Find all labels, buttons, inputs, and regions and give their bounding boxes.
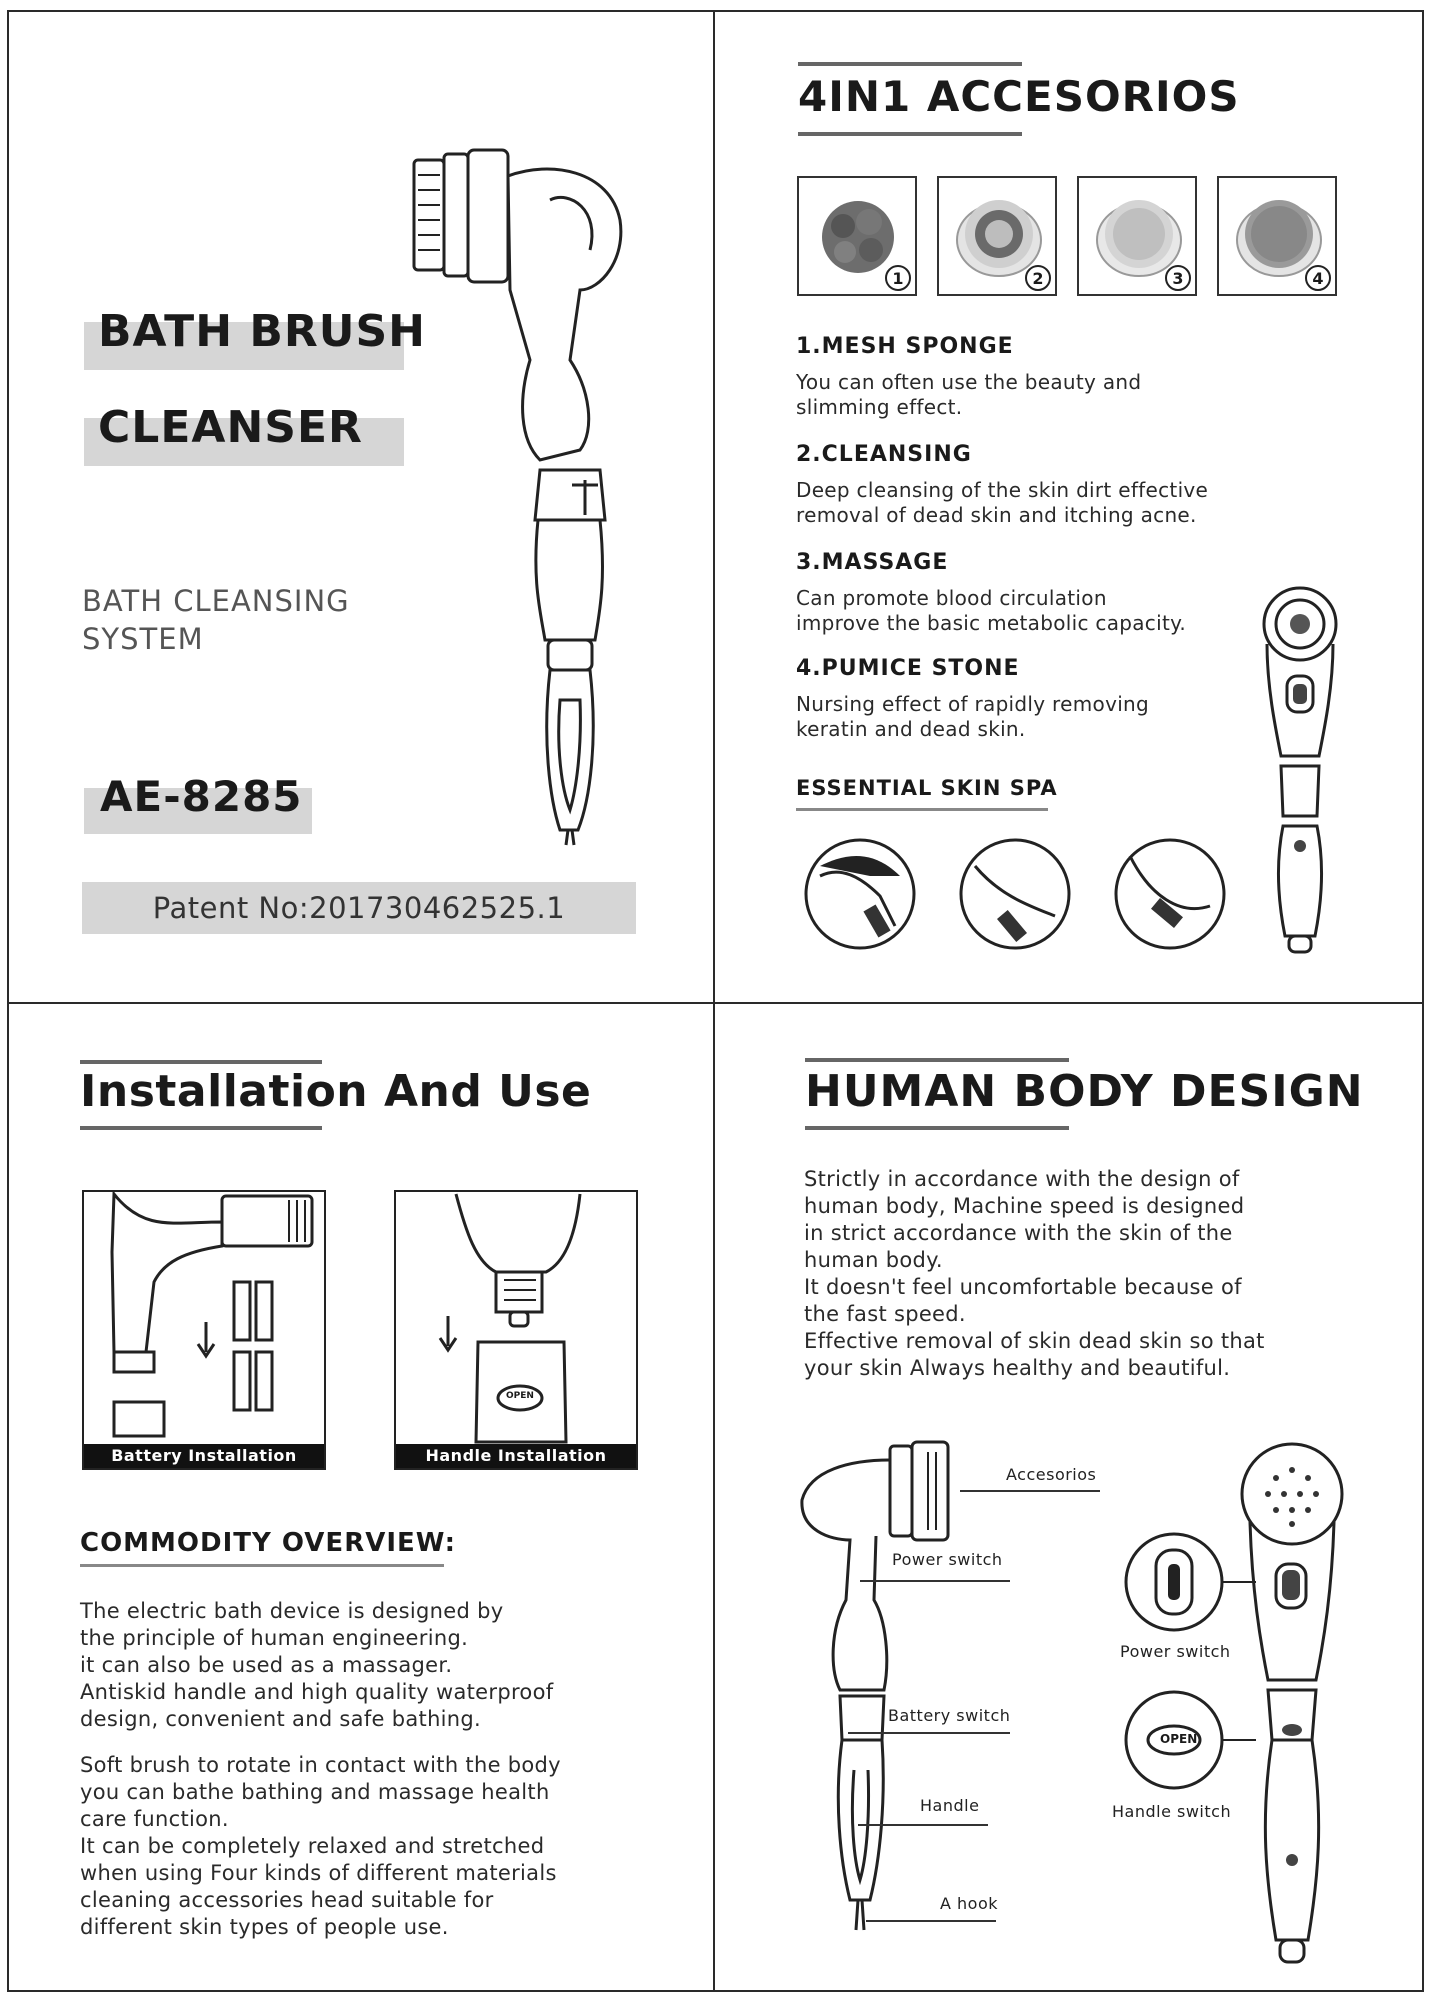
item-text-cleansing: Deep cleansing of the skin dirt effective removal of dead skin and itching acne. bbox=[796, 478, 1209, 527]
overview-heading-underline bbox=[80, 1564, 444, 1567]
handheld-device-illustration bbox=[1255, 586, 1345, 956]
product-title-line1: BATH BRUSH bbox=[98, 306, 426, 357]
divider-horizontal bbox=[7, 1002, 1424, 1004]
spa-heading: ESSENTIAL SKIN SPA bbox=[796, 776, 1058, 800]
bath-brush-illustration bbox=[400, 140, 660, 850]
frame-right bbox=[1422, 10, 1424, 1992]
accessory-thumb-cleansing bbox=[937, 176, 1057, 296]
accessory-thumb-mesh-sponge bbox=[797, 176, 917, 296]
item-heading-mesh-sponge: 1.MESH SPONGE bbox=[796, 334, 1014, 359]
item-text-pumice-stone: Nursing effect of rapidly removing keratin and dead skin. bbox=[796, 692, 1150, 741]
callout-label-battery-switch: Battery switch bbox=[888, 1706, 1011, 1725]
overview-paragraph-1: The electric bath device is designed by the principle of human engineering. it can also be used as a massager. Antiskid handle and high quality waterproof design, convenient and safe bathing. bbox=[80, 1599, 554, 1731]
callout-line-handle bbox=[858, 1824, 988, 1826]
battery-installation-caption: Battery Installation bbox=[84, 1444, 324, 1468]
product-title-line2: CLEANSER bbox=[98, 402, 363, 453]
handle-installation-box bbox=[394, 1190, 638, 1470]
thumb-number: 4 bbox=[1305, 265, 1331, 291]
accessories-title: 4IN1 ACCESORIOS bbox=[798, 72, 1240, 121]
frame-left bbox=[7, 10, 9, 1992]
battery-install-diagram bbox=[84, 1192, 324, 1442]
item-text-mesh-sponge: You can often use the beauty and slimming effect. bbox=[796, 370, 1142, 419]
open-label: OPEN bbox=[506, 1391, 534, 1401]
overview-heading: COMMODITY OVERVIEW: bbox=[80, 1528, 457, 1558]
spa-heading-underline bbox=[796, 808, 1048, 811]
body-design-title: HUMAN BODY DESIGN bbox=[805, 1066, 1364, 1117]
callout-label-hook: A hook bbox=[940, 1894, 999, 1913]
thumb-number: 3 bbox=[1165, 265, 1191, 291]
patent-number: Patent No:201730462525.1 bbox=[152, 891, 566, 925]
battery-installation-box bbox=[82, 1190, 326, 1470]
item-text-massage: Can promote blood circulation improve the basic metabolic capacity. bbox=[796, 586, 1187, 635]
body-design-title-rule-top bbox=[805, 1058, 1069, 1062]
body-design-title-rule-bottom bbox=[805, 1126, 1069, 1130]
callout-line-power-switch bbox=[860, 1580, 1010, 1582]
front-device-illustration bbox=[1232, 1440, 1352, 1970]
item-heading-pumice-stone: 4.PUMICE STONE bbox=[796, 656, 1020, 681]
handle-install-diagram bbox=[396, 1192, 636, 1442]
callout-label-power-switch: Power switch bbox=[892, 1550, 1003, 1569]
body-design-text: Strictly in accordance with the design of human body, Machine speed is designed in strict accordance with the skin of the human body. It doesn't feel uncomfortable because of the fast speed. Effective removal of skin dead skin so that your skin Always healthy and beautiful. bbox=[804, 1167, 1265, 1380]
accessories-title-rule-top bbox=[798, 62, 1022, 66]
divider-vertical bbox=[713, 10, 715, 1992]
installation-title: Installation And Use bbox=[80, 1066, 592, 1117]
handle-installation-caption: Handle Installation bbox=[396, 1444, 636, 1468]
model-number: AE-8285 bbox=[100, 772, 303, 821]
thumb-number: 2 bbox=[1025, 265, 1051, 291]
frame-top bbox=[7, 10, 1424, 12]
callout-line-accesorios bbox=[960, 1490, 1100, 1492]
overview-paragraph-2: Soft brush to rotate in contact with the body you can bathe bathing and massage health care function. It can be completely relaxed and stretched when using Four kinds of different materials cleaning accessories head suitable for different skin types of people use. bbox=[80, 1753, 561, 1939]
accessory-thumb-massage bbox=[1077, 176, 1197, 296]
product-subtitle: BATH CLEANSING SYSTEM bbox=[82, 584, 350, 656]
callout-line-hook bbox=[866, 1920, 996, 1922]
spa-usage-illustrations bbox=[800, 836, 1240, 956]
installation-title-rule-bottom bbox=[80, 1126, 322, 1130]
handle-switch-open-label: OPEN bbox=[1160, 1732, 1198, 1746]
callout-label-accesorios: Accesorios bbox=[1006, 1465, 1097, 1484]
callout-label-handle: Handle bbox=[920, 1796, 980, 1815]
installation-title-rule-top bbox=[80, 1060, 322, 1064]
power-switch-zoom bbox=[1124, 1532, 1234, 1642]
zoom-label-power-switch: Power switch bbox=[1120, 1642, 1231, 1661]
item-heading-cleansing: 2.CLEANSING bbox=[796, 442, 972, 467]
callout-line-battery-switch bbox=[848, 1732, 1010, 1734]
accessories-title-rule-bottom bbox=[798, 132, 1022, 136]
zoom-label-handle-switch: Handle switch bbox=[1112, 1802, 1232, 1821]
thumb-number: 1 bbox=[885, 265, 911, 291]
frame-bottom bbox=[7, 1990, 1424, 1992]
accessory-thumb-pumice-stone bbox=[1217, 176, 1337, 296]
side-device-illustration bbox=[790, 1440, 990, 1940]
item-heading-massage: 3.MASSAGE bbox=[796, 550, 949, 575]
